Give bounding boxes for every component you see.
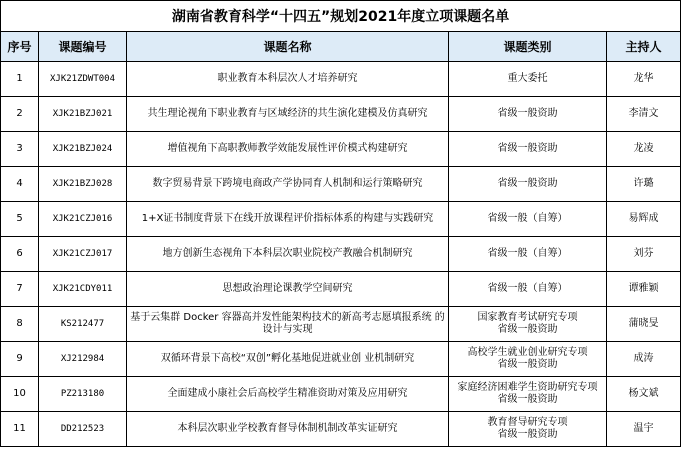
cell-name: 数字贸易背景下跨境电商政产学协同育人机制和运行策略研究	[127, 167, 449, 202]
cell-seq: 7	[1, 272, 39, 307]
cell-name: 思想政治理论课教学空间研究	[127, 272, 449, 307]
cell-category: 省级一般（自筹）	[449, 272, 607, 307]
cell-category: 国家教育考试研究专项 省级一般资助	[449, 307, 607, 342]
cell-code: XJK21CZJ017	[39, 237, 127, 272]
cell-name: 全面建成小康社会后高校学生精准资助对策及应用研究	[127, 377, 449, 412]
cell-category: 家庭经济困难学生资助研究专项 省级一般资助	[449, 377, 607, 412]
cell-name: 双循环背景下高校“双创”孵化基地促进就业创 业机制研究	[127, 342, 449, 377]
cell-category: 教育督导研究专项 省级一般资助	[449, 412, 607, 447]
cell-host: 蒲晓旻	[607, 307, 681, 342]
cell-seq: 6	[1, 237, 39, 272]
cell-code: XJK21BZJ028	[39, 167, 127, 202]
cell-seq: 10	[1, 377, 39, 412]
cell-host: 龙华	[607, 62, 681, 97]
cell-code: XJ212984	[39, 342, 127, 377]
cell-category: 省级一般资助	[449, 132, 607, 167]
cell-name: 地方创新生态视角下本科层次职业院校产教融合机制研究	[127, 237, 449, 272]
cell-category: 省级一般资助	[449, 167, 607, 202]
cell-code: XJK21BZJ024	[39, 132, 127, 167]
table-row	[1, 377, 681, 412]
cell-name: 增值视角下高职教师教学效能发展性评价模式构建研究	[127, 132, 449, 167]
table-row	[1, 342, 681, 377]
header-name: 课题名称	[127, 32, 449, 62]
cell-code: XJK21CDY011	[39, 272, 127, 307]
table-title: 湖南省教育科学“十四五”规划2021年度立项课题名单	[1, 1, 681, 32]
table-row	[1, 62, 681, 97]
header-host: 主持人	[607, 32, 681, 62]
cell-name: 基于云集群 Docker 容器高并发性能架构技术的新高考志愿填报系统 的设计与实现	[127, 307, 449, 342]
cell-code: XJK21ZDWT004	[39, 62, 127, 97]
table-row	[1, 307, 681, 342]
cell-seq: 4	[1, 167, 39, 202]
cell-host: 易辉成	[607, 202, 681, 237]
cell-code: PZ213180	[39, 377, 127, 412]
header-category: 课题类别	[449, 32, 607, 62]
cell-code: XJK21CZJ016	[39, 202, 127, 237]
cell-category: 高校学生就业创业研究专项 省级一般资助	[449, 342, 607, 377]
cell-seq: 8	[1, 307, 39, 342]
table-row	[1, 237, 681, 272]
cell-host: 李清文	[607, 97, 681, 132]
table-row	[1, 412, 681, 447]
table-row	[1, 202, 681, 237]
cell-host: 许璐	[607, 167, 681, 202]
cell-host: 龙凌	[607, 132, 681, 167]
cell-seq: 11	[1, 412, 39, 447]
cell-seq: 5	[1, 202, 39, 237]
cell-seq: 2	[1, 97, 39, 132]
table-row	[1, 97, 681, 132]
table-row	[1, 167, 681, 202]
cell-name: 1+X证书制度背景下在线开放课程评价指标体系的构建与实践研究	[127, 202, 449, 237]
cell-seq: 3	[1, 132, 39, 167]
cell-category: 省级一般资助	[449, 97, 607, 132]
table-body	[1, 62, 681, 447]
header-seq: 序号	[1, 32, 39, 62]
cell-code: KS212477	[39, 307, 127, 342]
cell-host: 成涛	[607, 342, 681, 377]
cell-name: 职业教育本科层次人才培养研究	[127, 62, 449, 97]
cell-category: 省级一般（自筹）	[449, 202, 607, 237]
cell-seq: 1	[1, 62, 39, 97]
cell-host: 温宇	[607, 412, 681, 447]
cell-code: XJK21BZJ021	[39, 97, 127, 132]
cell-code: DD212523	[39, 412, 127, 447]
cell-host: 杨文斌	[607, 377, 681, 412]
cell-host: 刘芬	[607, 237, 681, 272]
cell-name: 共生理论视角下职业教育与区域经济的共生演化建模及仿真研究	[127, 97, 449, 132]
cell-category: 省级一般（自筹）	[449, 237, 607, 272]
cell-host: 谭雅颖	[607, 272, 681, 307]
cell-seq: 9	[1, 342, 39, 377]
cell-category: 重大委托	[449, 62, 607, 97]
table-row	[1, 132, 681, 167]
table-row	[1, 272, 681, 307]
cell-name: 本科层次职业学校教育督导体制机制改革实证研究	[127, 412, 449, 447]
header-code: 课题编号	[39, 32, 127, 62]
header-row	[1, 32, 681, 62]
